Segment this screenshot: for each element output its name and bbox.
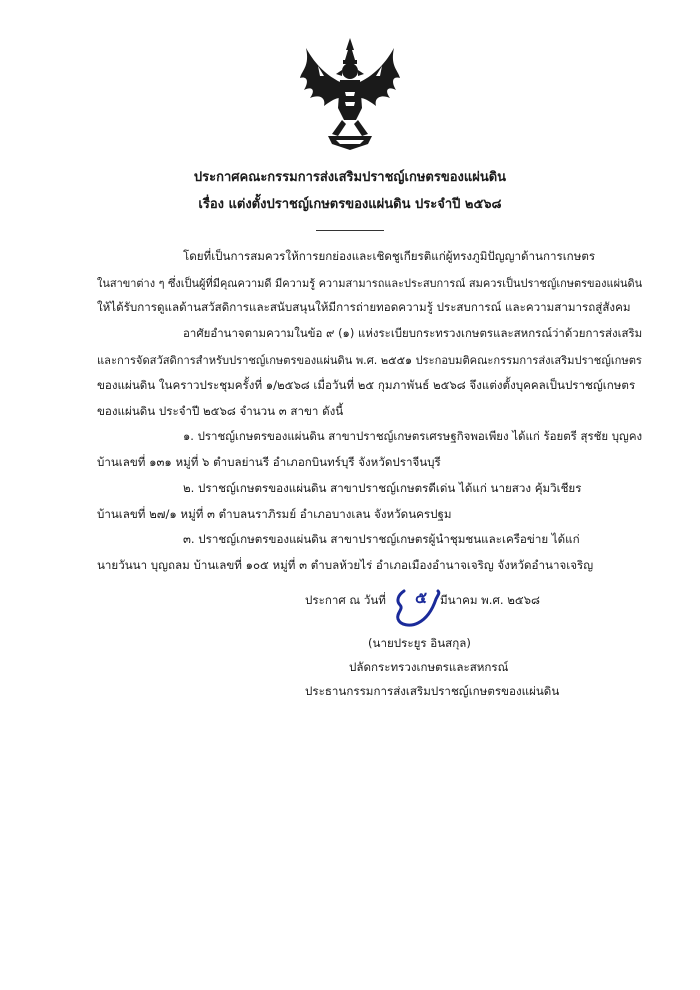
- garuda-emblem-icon: [298, 36, 402, 152]
- appointment-item-2-address: บ้านเลขที่ ๒๗/๑ หมู่ที่ ๓ ตำบลนราภิรมย์ อำเภอบางเลน จังหวัดนครปฐม: [97, 507, 452, 521]
- appointment-item-1-address: บ้านเลขที่ ๑๓๑ หมู่ที่ ๖ ตำบลย่านรี อำเภอกบินทร์บุรี จังหวัดปราจีนบุรี: [97, 455, 441, 469]
- authority-line: และการจัดสวัสดิการสำหรับปราชญ์เกษตรของแผ่นดิน พ.ศ. ๒๕๕๑ ประกอบมติคณะกรรมการส่งเสริมปราชญ์เกษตร: [97, 354, 642, 367]
- handwritten-signature: [392, 585, 442, 633]
- preamble-line: ให้ได้รับการดูแลด้านสวัสดิการและสนับสนุนให้มีการถ่ายทอดความรู้ ประสบการณ์ และความสามารถสู่สังคม: [97, 300, 631, 314]
- appointment-item-1: ๑. ปราชญ์เกษตรของแผ่นดิน สาขาปราชญ์เกษตรเศรษฐกิจพอเพียง ได้แก่ ร้อยตรี สุรชัย บุญคง: [183, 429, 643, 443]
- signatory-name: (นายประยูร อินสกุล): [368, 636, 471, 650]
- appointment-item-3: ๓. ปราชญ์เกษตรของแผ่นดิน สาขาปราชญ์เกษตรผู้นำชุมชนและเครือข่าย ได้แก่: [183, 532, 580, 546]
- preamble-line: ในสาขาต่าง ๆ ซึ่งเป็นผู้ที่มีคุณความดี มีความรู้ ความสามารถและประสบการณ์ สมควรเป็นปราชญ์เกษตรของแผ่นดิน: [97, 277, 643, 290]
- authority-line: ของแผ่นดิน ประจำปี ๒๕๖๘ จำนวน ๓ สาขา ดังนี้: [97, 404, 344, 418]
- announcement-subject: เรื่อง แต่งตั้งปราชญ์เกษตรของแผ่นดิน ประจำปี ๒๕๖๘: [198, 197, 502, 212]
- appointment-item-2: ๒. ปราชญ์เกษตรของแผ่นดิน สาขาปราชญ์เกษตรดีเด่น ได้แก่ นายสวง คุ้มวิเชียร: [183, 481, 582, 495]
- preamble-line: โดยที่เป็นการสมควรให้การยกย่องและเชิดชูเกียรติแก่ผู้ทรงภูมิปัญญาด้านการเกษตร: [183, 249, 596, 263]
- authority-line: ของแผ่นดิน ในคราวประชุมครั้งที่ ๑/๒๕๖๘ เมื่อวันที่ ๒๕ กุมภาพันธ์ ๒๕๖๘ จึงแต่งตั้งบุคคลเป็นปราชญ์เกษตร: [97, 378, 636, 392]
- proclamation-prefix: ประกาศ ณ วันที่: [305, 593, 386, 607]
- proclamation-month-year: มีนาคม พ.ศ. ๒๕๖๘: [440, 593, 540, 607]
- appointment-item-3-address: นายวันนา บุญถลม บ้านเลขที่ ๑๐๕ หมู่ที่ ๓ ตำบลห้วยไร่ อำเภอเมืองอำนาจเจริญ จังหวัดอำนาจเจริญ: [97, 558, 594, 572]
- signatory-chair-position: ประธานกรรมการส่งเสริมปราชญ์เกษตรของแผ่นดิน: [305, 684, 560, 698]
- proclamation-day: ๕: [415, 588, 428, 607]
- announcement-title: ประกาศคณะกรรมการส่งเสริมปราชญ์เกษตรของแผ่นดิน: [193, 170, 507, 185]
- authority-line: อาศัยอำนาจตามความในข้อ ๙ (๑) แห่งระเบียบกระทรวงเกษตรและสหกรณ์ว่าด้วยการส่งเสริม: [183, 326, 643, 340]
- title-divider: [316, 230, 384, 231]
- signatory-position: ปลัดกระทรวงเกษตรและสหกรณ์: [349, 660, 509, 674]
